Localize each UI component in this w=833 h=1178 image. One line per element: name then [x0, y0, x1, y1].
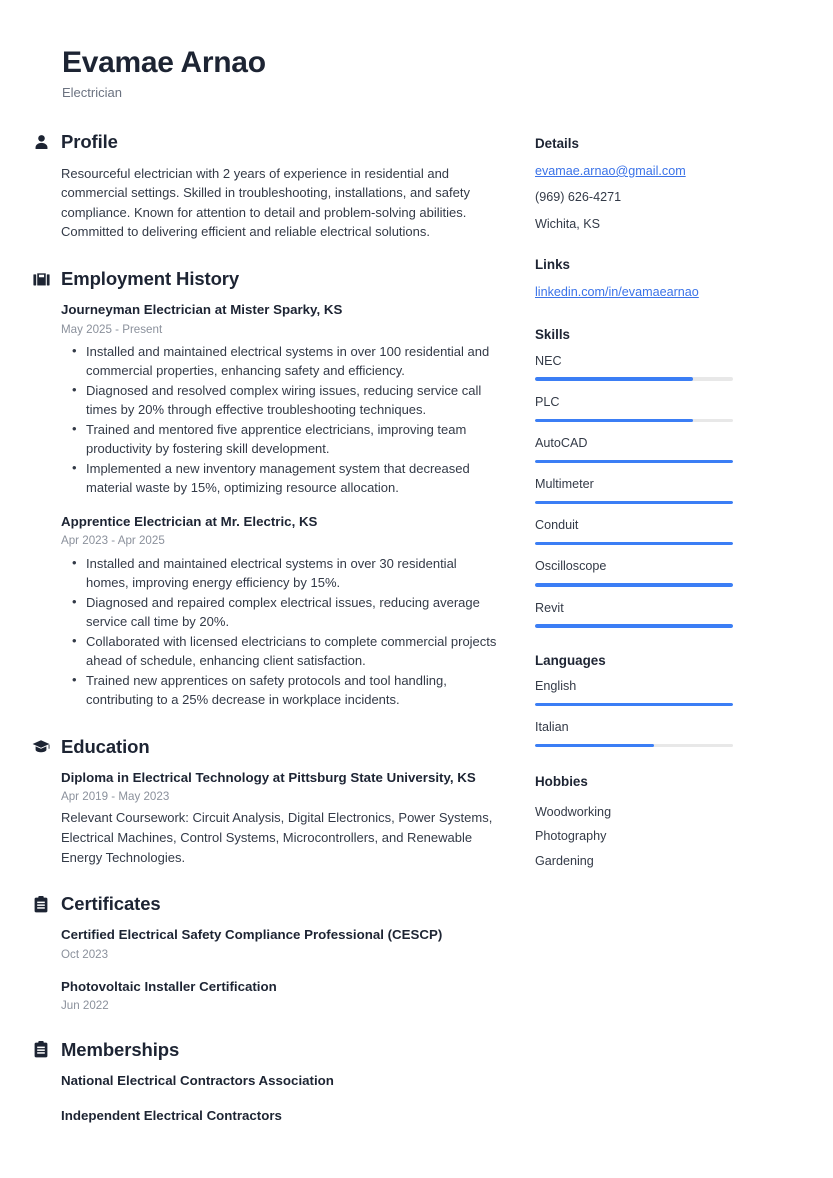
entry-date: Oct 2023: [61, 947, 109, 961]
skill-progress-bar: [535, 501, 733, 505]
hobby-item: Photography: [535, 829, 607, 844]
sidebar-column: [500, 131, 770, 1129]
language-progress-bar: [535, 744, 733, 748]
bullet-item: • Diagnosed and repaired complex electrical issues, reducing average service call time by 20%.: [61, 593, 500, 632]
entry-bullets: [61, 342, 500, 498]
section-certificates: [32, 893, 500, 1015]
language-item: [535, 719, 770, 747]
entry-title: Independent Electrical Contractors: [61, 1108, 282, 1124]
section-certificates-title: Certificates: [61, 893, 161, 915]
user-icon: [32, 134, 50, 152]
skill-progress-fill: [535, 583, 733, 587]
language-label: English: [535, 679, 577, 694]
skill-progress-fill: [535, 419, 693, 423]
entry-date: Jun 2022: [61, 999, 109, 1013]
sidebar-skills-title: Skills: [535, 327, 570, 343]
phone-text: (969) 626-4271: [535, 190, 622, 205]
linkedin-link[interactable]: linkedin.com/in/evamaearnao: [535, 284, 699, 299]
skill-progress-bar: [535, 460, 733, 464]
skill-progress-fill: [535, 501, 733, 505]
skill-progress-fill: [535, 542, 733, 546]
section-employment-title: Employment History: [61, 268, 240, 290]
bullet-item: • Trained new apprentices on safety protocols and tool handling, contributing to a 25% decrease in workplace incidents.: [61, 671, 500, 710]
employment-entry: [61, 300, 500, 498]
sidebar-skills: [535, 326, 770, 627]
sidebar-hobbies: [535, 773, 770, 873]
graduation-cap-icon: [32, 738, 50, 756]
bullet-item: • Diagnosed and resolved complex wiring issues, reducing service call times by 20% through effective troubleshooting techniques.: [61, 381, 500, 420]
skill-label: NEC: [535, 353, 562, 368]
sidebar-details-title: Details: [535, 136, 579, 152]
education-entry: [61, 768, 500, 867]
skill-progress-fill: [535, 460, 733, 464]
sidebar-links: [535, 256, 770, 302]
entry-title: Certified Electrical Safety Compliance Professional (CESCP): [61, 927, 443, 943]
skill-item: [535, 558, 770, 586]
skill-item: [535, 435, 770, 463]
skill-label: PLC: [535, 394, 560, 409]
section-memberships-header: [32, 1039, 500, 1061]
sidebar-links-title: Links: [535, 257, 570, 273]
candidate-name: Evamae Arnao: [62, 46, 266, 79]
section-education-title: Education: [61, 735, 150, 757]
skill-item: [535, 394, 770, 422]
entry-date: Apr 2023 - Apr 2025: [61, 534, 165, 548]
skill-progress-fill: [535, 624, 733, 628]
bullet-item: • Implemented a new inventory management system that decreased material waste by 15%, optimizing resource allocation.: [61, 459, 500, 498]
membership-entry: [61, 1106, 500, 1125]
sidebar-languages: [535, 652, 770, 748]
sidebar-hobbies-title: Hobbies: [535, 774, 588, 790]
email-link[interactable]: evamae.arnao@gmail.com: [535, 163, 686, 178]
entry-date: Apr 2019 - May 2023: [61, 790, 170, 803]
section-profile-title: Profile: [61, 131, 118, 153]
clipboard-icon: [32, 895, 50, 913]
sidebar-languages-title: Languages: [535, 652, 606, 668]
section-education-header: [32, 736, 500, 758]
section-certificates-header: [32, 893, 500, 915]
certificate-entry: [61, 925, 500, 963]
hobby-item: Gardening: [535, 853, 594, 868]
membership-entry: [61, 1071, 500, 1090]
bullet-item: • Installed and maintained electrical systems in over 100 residential and commercial properties, enhancing safety and efficiency.: [61, 342, 500, 381]
entry-title: Diploma in Electrical Technology at Pittsburg State University, KS: [61, 769, 476, 785]
entry-title: National Electrical Contractors Association: [61, 1072, 334, 1088]
language-label: Italian: [535, 720, 569, 735]
skill-item: [535, 353, 770, 381]
section-memberships-title: Memberships: [61, 1038, 180, 1060]
section-profile: [32, 131, 500, 242]
main-column: [0, 131, 500, 1129]
section-employment-header: [32, 268, 500, 290]
language-progress-bar: [535, 703, 733, 707]
bullet-item: • Trained and mentored five apprentice electricians, improving team productivity by fostering skill development.: [61, 420, 500, 459]
bullet-item: • Collaborated with licensed electricians to complete commercial projects ahead of schedule, enhancing client satisfaction.: [61, 632, 500, 671]
resume-header: [0, 0, 833, 101]
skill-progress-bar: [535, 583, 733, 587]
entry-date: May 2025 - Present: [61, 322, 163, 336]
section-employment: [32, 268, 500, 710]
profile-text: Resourceful electrician with 2 years of experience in residential and commercial settings. Skilled in troubleshooting, installations, and safety compliance. Known for attention to detail and problem-solving abilities. Committed to delivering efficient and reliable electrical solutions.: [61, 165, 470, 240]
skill-item: [535, 517, 770, 545]
skill-progress-bar: [535, 419, 733, 423]
skill-label: Oscilloscope: [535, 559, 607, 574]
bullet-item: • Installed and maintained electrical systems in over 30 residential homes, improving energy efficiency by 15%.: [61, 554, 500, 593]
language-progress-fill: [535, 703, 733, 707]
entry-title: Journeyman Electrician at Mister Sparky, KS: [61, 302, 343, 318]
briefcase-icon: [32, 270, 50, 288]
skill-label: Revit: [535, 600, 564, 615]
skill-label: Multimeter: [535, 477, 594, 492]
resume-body: [0, 131, 833, 1129]
entry-title: Apprentice Electrician at Mr. Electric, KS: [61, 513, 318, 529]
clipboard-icon: [32, 1041, 50, 1059]
entry-description: Relevant Coursework: Circuit Analysis, Digital Electronics, Power Systems, Electrical Machines, Control Systems, Microcontrollers, and Renewable Energy Technologies.: [61, 810, 493, 865]
language-item: [535, 678, 770, 706]
skill-progress-bar: [535, 377, 733, 381]
certificate-entry: [61, 977, 500, 1015]
location-text: Wichita, KS: [535, 216, 601, 231]
skill-item: [535, 600, 770, 628]
entry-title: Photovoltaic Installer Certification: [61, 979, 277, 995]
entry-bullets: [61, 554, 500, 710]
employment-entry: [61, 512, 500, 710]
hobby-item: Woodworking: [535, 804, 612, 819]
section-profile-header: [32, 131, 500, 153]
skill-label: AutoCAD: [535, 436, 588, 451]
sidebar-details: [535, 135, 770, 234]
skill-progress-fill: [535, 377, 693, 381]
skill-progress-bar: [535, 624, 733, 628]
language-progress-fill: [535, 744, 654, 748]
skill-label: Conduit: [535, 518, 579, 533]
skill-item: [535, 476, 770, 504]
section-education: [32, 736, 500, 868]
candidate-job-title: Electrician: [62, 84, 122, 100]
skill-progress-bar: [535, 542, 733, 546]
section-memberships: [32, 1039, 500, 1126]
